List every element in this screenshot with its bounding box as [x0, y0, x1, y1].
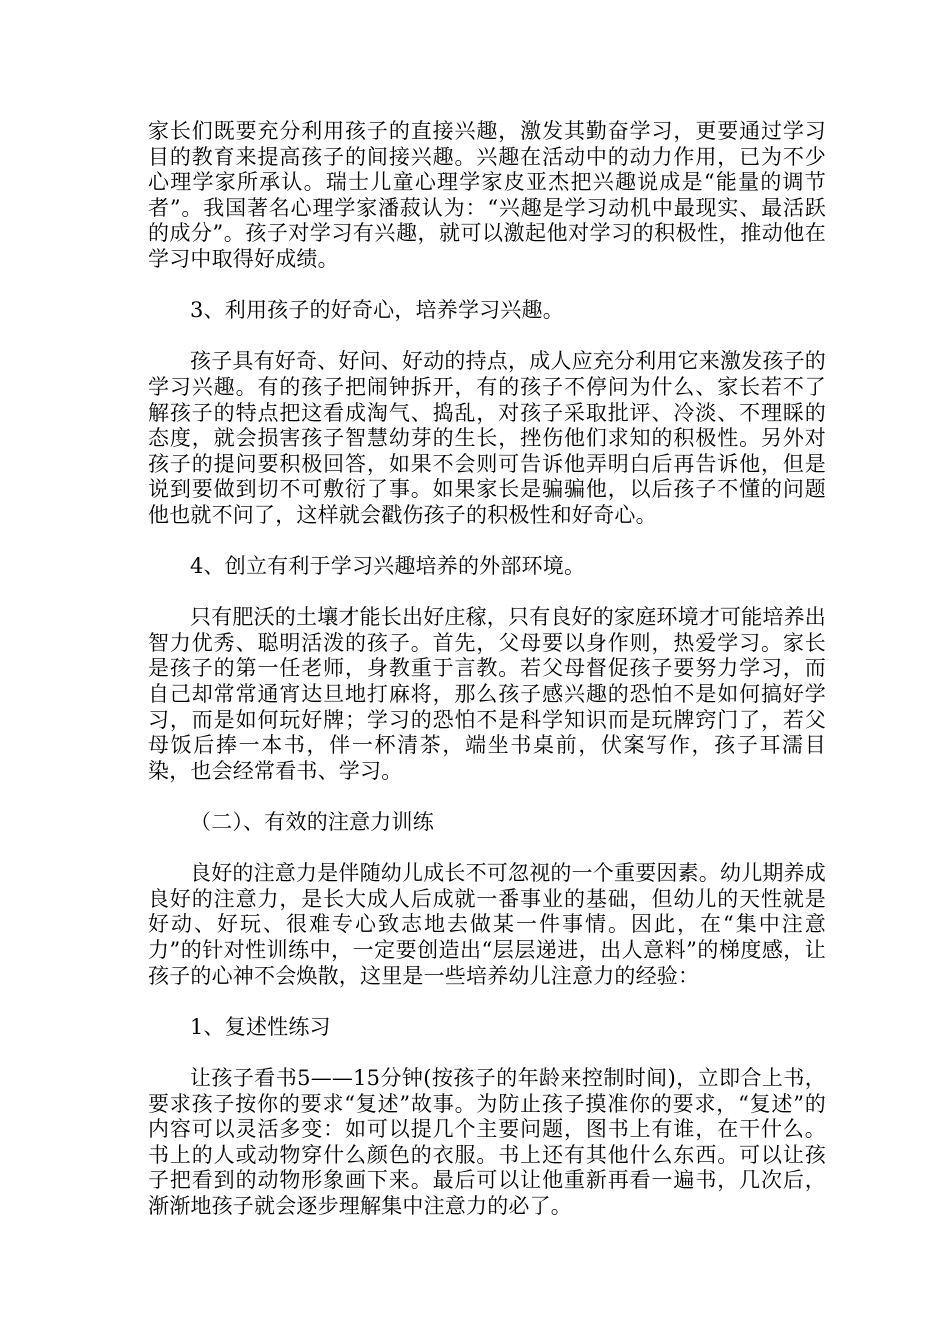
paragraph-gap: [148, 529, 826, 555]
paragraph-gap: [148, 1040, 826, 1066]
section-heading-attention: （二）、有效的注意力训练: [190, 810, 434, 835]
heading-environment: 4、创立有利于学习兴趣培养的外部环境。: [190, 554, 586, 579]
document-page: [148, 119, 826, 1220]
paragraph-gap: [148, 273, 826, 299]
paragraph-gap: [148, 324, 826, 350]
paragraph-curiosity: 孩子具有好奇、好问、好动的持点，成人应充分利用它来激发孩子的学习兴趣。有的孩子把闹钟拆开，有的孩子不停问为什么、家长若不了解孩子的特点把这看成淘气、捣乱，对孩子采取批评、冷淡、不理睬的态度，就会损害孩子智慧幼芽的生长，挫伤他们求知的积极性。另外对孩子的提问要积极回答，如果不会则可告诉他弄明白后再告诉他，但是说到要做到切不可敷衍了事。如果家长是骗骗他，以后孩子不懂的问题他也就不问了，这样就会戳伤孩子的积极性和好奇心。: [148, 349, 826, 527]
paragraph-gap: [148, 989, 826, 1015]
heading-curiosity: 3、利用孩子的好奇心，培养学习兴趣。: [190, 298, 564, 323]
heading-retelling: 1、复述性练习: [190, 1014, 331, 1039]
paragraph-interest-motivation: 家长们既要充分利用孩子的直接兴趣，激发其勤奋学习，更要通过学习目的教育来提高孩子的间接兴趣。兴趣在活动中的动力作用，已为不少心理学家所承认。瑞士儿童心理学家皮亚杰把兴趣说成是“能量的调节者”。我国著名心理学家潘菽认为：“兴趣是学习动机中最现实、最活跃的成分”。孩子对学习有兴趣，就可以激起他对学习的积极性，推动他在学习中取得好成绩。: [148, 119, 826, 271]
paragraph-gap: [148, 784, 826, 810]
paragraph-gap: [148, 836, 826, 862]
paragraph-environment: 只有肥沃的土壤才能长出好庄稼，只有良好的家庭环境才可能培养出智力优秀、聪明活泼的孩子。首先，父母要以身作则，热爱学习。家长是孩子的第一任老师，身教重于言教。若父母督促孩子要努力学习，而自己却常常通宵达旦地打麻将，那么孩子感兴趣的恐怕不是如何搞好学习，而是如何玩好牌；学习的恐怕不是科学知识而是玩牌窍门了，若父母饭后捧一本书，伴一杯清茶，端坐书桌前，伏案写作，孩子耳濡目染，也会经常看书、学习。: [148, 605, 826, 783]
paragraph-attention: 良好的注意力是伴随幼儿成长不可忽视的一个重要因素。幼儿期养成良好的注意力，是长大成人后成就一番事业的基础，但幼儿的天性就是好动、好玩、很难专心致志地去做某一件事情。因此，在“集中注意力”的针对性训练中，一定要创造出“层层递进，出人意料”的梯度感，让孩子的心神不会焕散，这里是一些培养幼儿注意力的经验：: [148, 861, 826, 988]
paragraph-gap: [148, 580, 826, 606]
paragraph-retelling: 让孩子看书5——15分钟(按孩子的年龄来控制时间)，立即合上书，要求孩子按你的要求“复述”故事。为防止孩子摸准你的要求，“复述”的内容可以灵活多变：如可以提几个主要问题，图书上有谁，在干什么。书上的人或动物穿什么颜色的衣服。书上还有其他什么东西。可以让孩子把看到的动物形象画下来。最后可以让他重新再看一遍书，几次后，渐渐地孩子就会逐步理解集中注意力的必了。: [148, 1065, 826, 1218]
